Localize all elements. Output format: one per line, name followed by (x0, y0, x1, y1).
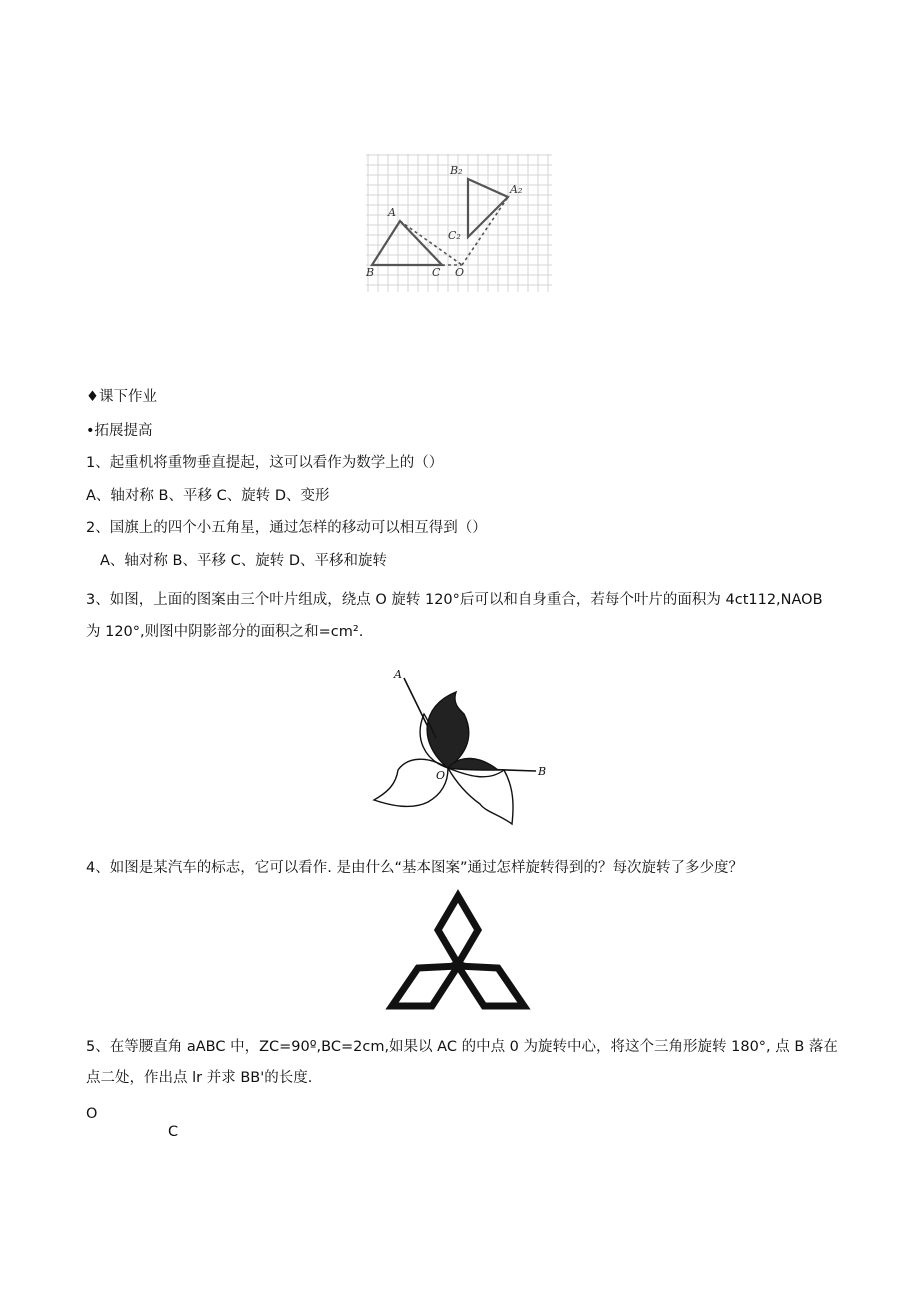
label-b2: B₂ (450, 164, 463, 177)
three-diamond-logo (384, 888, 532, 1016)
q4-stem: 4、如图是某汽车的标志，它可以看作. 是由什么“基本图案”通过怎样旋转得到的？每次旋转了多少度？ (86, 860, 743, 876)
leaf-top-shaded (427, 692, 469, 768)
q5-line2: 点二处，作出点 lr 并求 BB'的长度. (86, 1070, 313, 1086)
q2-options: A、轴对称 B、平移 C、旋转 D、平移和旋转 (100, 553, 387, 569)
leaf-pattern-figure (368, 664, 558, 832)
section-homework: ♦课下作业 (86, 389, 157, 405)
label-o: O (436, 769, 446, 782)
leaf-right-white (448, 768, 513, 824)
q3-line1: 3、如图，上面的图案由三个叶片组成，绕点 O 旋转 120°后可以和自身重合，若每个叶片的面积为 4ct112,NAOB (86, 592, 823, 608)
diamond-left (392, 966, 458, 1006)
q5-label-o: O (86, 1106, 98, 1122)
diamond-right (458, 966, 524, 1006)
q5-label-c: C (168, 1124, 179, 1140)
diamond-top (438, 896, 478, 964)
q5-line1: 5、在等腰直角 aABC 中，ZC=90º,BC=2cm,如果以 AC 的中点 0 为旋转中心，将这个三角形旋转 180°, 点 B 落在 (86, 1039, 838, 1055)
label-c: C (432, 266, 441, 279)
q1-stem: 1、起重机将重物垂直提起，这可以看作为数学上的（） (86, 455, 444, 471)
label-a: A (388, 206, 396, 219)
label-a: A (394, 668, 402, 681)
label-b: B (366, 266, 375, 279)
q2-stem: 2、国旗上的四个小五角星，通过怎样的移动可以相互得到（） (86, 520, 487, 536)
q1-options: A、轴对称 B、平移 C、旋转 D、变形 (86, 488, 330, 504)
label-o: O (455, 266, 465, 279)
section-extension: •拓展提高 (86, 423, 153, 439)
grid-rotation-figure (364, 152, 554, 294)
label-c2: C₂ (448, 229, 461, 242)
q3-line2: 为 120°,则图中阴影部分的面积之和=cm². (86, 624, 364, 640)
leaf-left-white (374, 759, 448, 806)
label-b: B (538, 765, 547, 778)
label-a2: A₂ (510, 183, 523, 196)
